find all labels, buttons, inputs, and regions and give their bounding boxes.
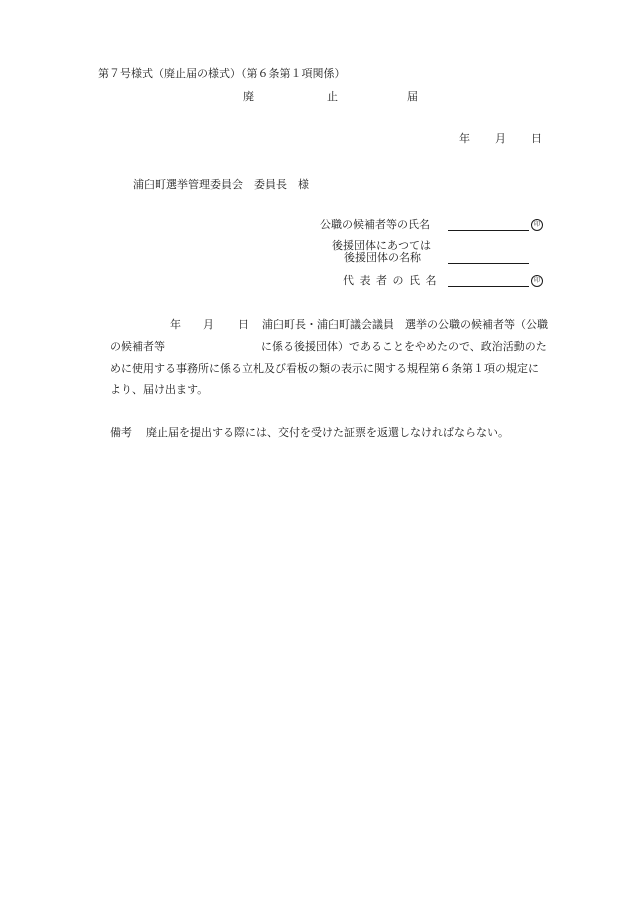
body-line-2-end: に係る後援団体）であることをやめたので、政治活動のた	[261, 340, 547, 353]
seal-icon: 印	[531, 219, 543, 231]
seal-icon: 印	[531, 275, 543, 287]
document-title	[0, 91, 630, 105]
title-char-1: 廃	[243, 90, 254, 103]
addressee: 浦臼町選挙管理委員会 委員長 様	[133, 178, 309, 191]
date-day-label: 日	[531, 132, 542, 145]
body-day-label: 日	[238, 318, 249, 331]
remarks-label: 備考	[110, 426, 132, 439]
candidate-name-label: 公職の候補者等の氏名	[320, 218, 430, 231]
body-line-4: より、届け出ます。	[110, 383, 209, 396]
remarks-text: 廃止届を提出する際には、交付を受けた証票を返還しなければならない。	[146, 426, 509, 439]
title-char-2: 止	[327, 90, 338, 103]
body-line-2-start: の候補者等	[110, 340, 165, 353]
body-line-3: めに使用する事務所に係る立札及び看板の類の表示に関する規程第６条第１項の規定に	[110, 362, 539, 375]
candidate-name-field[interactable]	[448, 230, 529, 231]
date-month-label: 月	[495, 132, 506, 145]
support-group-label-line1: 後援団体にあつては	[332, 239, 431, 252]
body-year-label: 年	[170, 318, 181, 331]
body-month-label: 月	[203, 318, 214, 331]
support-group-name-field[interactable]	[448, 263, 529, 264]
submission-date	[0, 133, 630, 147]
title-char-3: 届	[407, 90, 418, 103]
representative-name-field[interactable]	[448, 286, 529, 287]
support-group-label-line2: 後援団体の名称	[344, 251, 421, 264]
representative-name-label: 代 表 者 の 氏 名	[343, 274, 438, 287]
date-year-label: 年	[459, 132, 470, 145]
body-line-1: 浦臼町長・浦臼町議会議員 選挙の公職の候補者等（公職	[262, 318, 548, 331]
form-number-header: 第７号様式（廃止届の様式）（第６条第１項関係）	[98, 67, 346, 80]
